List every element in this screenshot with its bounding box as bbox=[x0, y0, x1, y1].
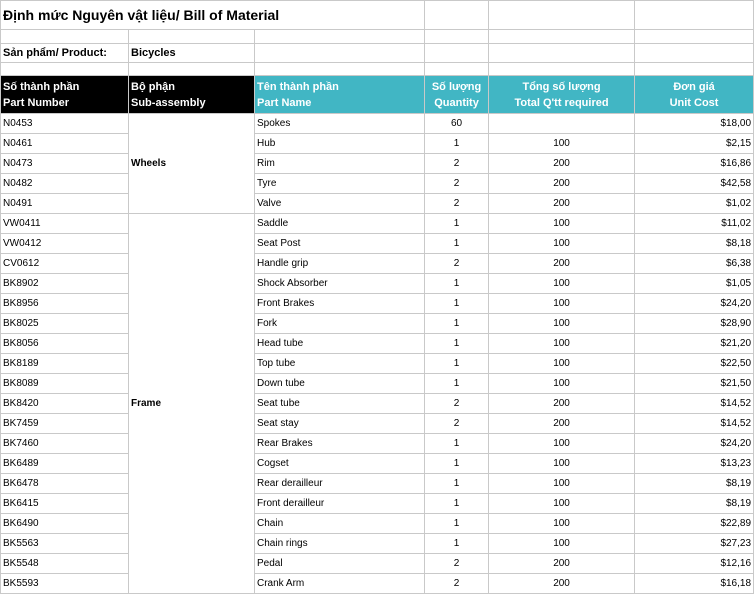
quantity-cell[interactable]: 1 bbox=[425, 374, 489, 394]
header-quantity-vi: Số lượng bbox=[431, 80, 482, 93]
header-sub-assembly-en: Sub-assembly bbox=[131, 96, 206, 109]
part-name-cell[interactable]: Hub bbox=[255, 134, 425, 154]
quantity-cell[interactable]: 1 bbox=[425, 354, 489, 374]
part-name-cell[interactable]: Fork bbox=[255, 314, 425, 334]
part-number-cell[interactable]: BK5563 bbox=[1, 534, 129, 554]
sheet-body bbox=[1, 1, 754, 594]
part-number-cell[interactable]: BK8189 bbox=[1, 354, 129, 374]
quantity-cell[interactable]: 1 bbox=[425, 214, 489, 234]
total-qty-cell[interactable]: 100 bbox=[489, 274, 635, 294]
quantity-cell[interactable]: 2 bbox=[425, 414, 489, 434]
part-number-cell[interactable]: VW0412 bbox=[1, 234, 129, 254]
table-row bbox=[1, 334, 754, 354]
part-number-cell[interactable]: N0482 bbox=[1, 174, 129, 194]
quantity-cell[interactable]: 2 bbox=[425, 194, 489, 214]
header-part-number-en: Part Number bbox=[3, 96, 70, 109]
header-part-name-vi: Tên thành phần bbox=[257, 80, 339, 93]
part-name-cell[interactable]: Pedal bbox=[255, 554, 425, 574]
unit-cost-cell[interactable]: $24,20 bbox=[635, 434, 754, 454]
empty-cell[interactable] bbox=[255, 30, 425, 44]
empty-cell[interactable] bbox=[635, 63, 754, 76]
empty-cell[interactable] bbox=[255, 44, 425, 63]
table-row bbox=[1, 474, 754, 494]
part-number-cell[interactable]: BK8025 bbox=[1, 314, 129, 334]
part-name-cell[interactable]: Chain bbox=[255, 514, 425, 534]
title-row bbox=[1, 1, 754, 30]
unit-cost-cell[interactable]: $18,00 bbox=[635, 114, 754, 134]
table-row bbox=[1, 574, 754, 594]
part-number-cell[interactable]: BK8956 bbox=[1, 294, 129, 314]
table-row bbox=[1, 494, 754, 514]
part-number-cell[interactable]: BK8420 bbox=[1, 394, 129, 414]
sub-assembly-cell[interactable]: Wheels bbox=[129, 114, 255, 214]
header-part-number[interactable] bbox=[1, 76, 129, 114]
header-total-qty-vi: Tổng số lượng bbox=[522, 80, 601, 93]
empty-cell[interactable] bbox=[255, 63, 425, 76]
unit-cost-cell[interactable]: $8,19 bbox=[635, 494, 754, 514]
header-quantity-en: Quantity bbox=[434, 96, 479, 109]
table-row bbox=[1, 414, 754, 434]
header-row bbox=[1, 76, 754, 114]
table-row bbox=[1, 434, 754, 454]
quantity-cell[interactable]: 2 bbox=[425, 574, 489, 594]
part-name-cell[interactable]: Shock Absorber bbox=[255, 274, 425, 294]
part-number-cell[interactable]: BK6478 bbox=[1, 474, 129, 494]
unit-cost-cell[interactable]: $8,19 bbox=[635, 474, 754, 494]
total-qty-cell[interactable]: 200 bbox=[489, 554, 635, 574]
spacer-row bbox=[1, 63, 754, 76]
header-sub-assembly-vi: Bộ phận bbox=[131, 80, 175, 93]
part-number-cell[interactable]: BK8089 bbox=[1, 374, 129, 394]
unit-cost-cell[interactable]: $11,02 bbox=[635, 214, 754, 234]
total-qty-cell[interactable]: 100 bbox=[489, 494, 635, 514]
part-number-cell[interactable]: N0453 bbox=[1, 114, 129, 134]
empty-cell[interactable] bbox=[635, 1, 754, 30]
total-qty-cell[interactable]: 100 bbox=[489, 534, 635, 554]
table-row bbox=[1, 234, 754, 254]
part-name-cell[interactable]: Seat stay bbox=[255, 414, 425, 434]
part-number-cell[interactable]: BK6489 bbox=[1, 454, 129, 474]
unit-cost-cell[interactable]: $6,38 bbox=[635, 254, 754, 274]
unit-cost-cell[interactable]: $22,50 bbox=[635, 354, 754, 374]
total-qty-cell[interactable]: 100 bbox=[489, 454, 635, 474]
part-name-cell[interactable]: Rear Brakes bbox=[255, 434, 425, 454]
header-part-name-en: Part Name bbox=[257, 96, 312, 109]
table-row bbox=[1, 254, 754, 274]
quantity-cell[interactable]: 1 bbox=[425, 134, 489, 154]
part-name-cell[interactable]: Chain rings bbox=[255, 534, 425, 554]
part-name-cell[interactable]: Saddle bbox=[255, 214, 425, 234]
empty-cell[interactable] bbox=[489, 44, 635, 63]
quantity-cell[interactable]: 1 bbox=[425, 474, 489, 494]
table-row bbox=[1, 134, 754, 154]
sub-assembly-cell[interactable]: Frame bbox=[129, 214, 255, 594]
unit-cost-cell[interactable]: $14,52 bbox=[635, 394, 754, 414]
table-row bbox=[1, 194, 754, 214]
unit-cost-cell[interactable]: $21,50 bbox=[635, 374, 754, 394]
empty-cell[interactable] bbox=[489, 1, 635, 30]
product-row bbox=[1, 44, 754, 63]
unit-cost-cell[interactable]: $16,18 bbox=[635, 574, 754, 594]
quantity-cell[interactable]: 1 bbox=[425, 234, 489, 254]
total-qty-cell[interactable]: 100 bbox=[489, 474, 635, 494]
quantity-cell[interactable]: 1 bbox=[425, 274, 489, 294]
header-unit-cost[interactable] bbox=[635, 76, 754, 114]
part-number-cell[interactable]: N0461 bbox=[1, 134, 129, 154]
total-qty-cell[interactable]: 200 bbox=[489, 154, 635, 174]
header-total-qty-en: Total Q'tt required bbox=[514, 96, 609, 109]
part-number-cell[interactable]: BK5593 bbox=[1, 574, 129, 594]
part-number-cell[interactable]: BK7459 bbox=[1, 414, 129, 434]
unit-cost-cell[interactable]: $27,23 bbox=[635, 534, 754, 554]
table-row bbox=[1, 274, 754, 294]
header-part-name[interactable] bbox=[255, 76, 425, 114]
total-qty-cell[interactable]: 200 bbox=[489, 174, 635, 194]
total-qty-cell[interactable]: 100 bbox=[489, 354, 635, 374]
product-label[interactable]: Sản phẩm/ Product: bbox=[1, 44, 129, 63]
quantity-cell[interactable]: 2 bbox=[425, 394, 489, 414]
unit-cost-cell[interactable]: $22,89 bbox=[635, 514, 754, 534]
spacer-row bbox=[1, 30, 754, 44]
table-row bbox=[1, 534, 754, 554]
table-row bbox=[1, 514, 754, 534]
total-qty-cell[interactable] bbox=[489, 114, 635, 134]
total-qty-cell[interactable]: 200 bbox=[489, 574, 635, 594]
part-name-cell[interactable]: Front derailleur bbox=[255, 494, 425, 514]
total-qty-cell[interactable]: 100 bbox=[489, 294, 635, 314]
quantity-cell[interactable]: 1 bbox=[425, 314, 489, 334]
quantity-cell[interactable]: 1 bbox=[425, 434, 489, 454]
table-row bbox=[1, 294, 754, 314]
quantity-cell[interactable]: 1 bbox=[425, 294, 489, 314]
total-qty-cell[interactable]: 100 bbox=[489, 314, 635, 334]
empty-cell[interactable] bbox=[425, 1, 489, 30]
total-qty-cell[interactable]: 200 bbox=[489, 194, 635, 214]
part-name-cell[interactable]: Down tube bbox=[255, 374, 425, 394]
total-qty-cell[interactable]: 100 bbox=[489, 514, 635, 534]
part-number-cell[interactable]: VW0411 bbox=[1, 214, 129, 234]
table-row bbox=[1, 174, 754, 194]
part-name-cell[interactable]: Tyre bbox=[255, 174, 425, 194]
part-name-cell[interactable]: Seat tube bbox=[255, 394, 425, 414]
part-name-cell[interactable]: Handle grip bbox=[255, 254, 425, 274]
part-name-cell[interactable]: Head tube bbox=[255, 334, 425, 354]
table-row bbox=[1, 374, 754, 394]
quantity-cell[interactable]: 60 bbox=[425, 114, 489, 134]
part-name-cell[interactable]: Valve bbox=[255, 194, 425, 214]
unit-cost-cell[interactable]: $1,05 bbox=[635, 274, 754, 294]
part-name-cell[interactable]: Rim bbox=[255, 154, 425, 174]
part-name-cell[interactable]: Top tube bbox=[255, 354, 425, 374]
unit-cost-cell[interactable]: $21,20 bbox=[635, 334, 754, 354]
header-quantity[interactable] bbox=[425, 76, 489, 114]
part-number-cell[interactable]: BK5548 bbox=[1, 554, 129, 574]
part-name-cell[interactable]: Rear derailleur bbox=[255, 474, 425, 494]
header-part-number-vi: Số thành phần bbox=[3, 80, 80, 93]
quantity-cell[interactable]: 1 bbox=[425, 454, 489, 474]
unit-cost-cell[interactable]: $1,02 bbox=[635, 194, 754, 214]
part-name-cell[interactable]: Crank Arm bbox=[255, 574, 425, 594]
quantity-cell[interactable]: 1 bbox=[425, 494, 489, 514]
unit-cost-cell[interactable]: $2,15 bbox=[635, 134, 754, 154]
header-total-qty[interactable] bbox=[489, 76, 635, 114]
unit-cost-cell[interactable]: $28,90 bbox=[635, 314, 754, 334]
total-qty-cell[interactable]: 100 bbox=[489, 214, 635, 234]
table-row bbox=[1, 454, 754, 474]
part-number-cell[interactable]: BK7460 bbox=[1, 434, 129, 454]
empty-cell[interactable] bbox=[489, 30, 635, 44]
total-qty-cell[interactable]: 100 bbox=[489, 434, 635, 454]
part-number-cell[interactable]: BK6490 bbox=[1, 514, 129, 534]
empty-cell[interactable] bbox=[489, 63, 635, 76]
part-name-cell[interactable]: Spokes bbox=[255, 114, 425, 134]
quantity-cell[interactable]: 1 bbox=[425, 334, 489, 354]
unit-cost-cell[interactable]: $14,52 bbox=[635, 414, 754, 434]
empty-cell[interactable] bbox=[635, 44, 754, 63]
table-row bbox=[1, 354, 754, 374]
product-value[interactable]: Bicycles bbox=[129, 44, 255, 63]
table-row bbox=[1, 154, 754, 174]
total-qty-cell[interactable]: 100 bbox=[489, 234, 635, 254]
empty-cell[interactable] bbox=[129, 63, 255, 76]
unit-cost-cell[interactable]: $8,18 bbox=[635, 234, 754, 254]
total-qty-cell[interactable]: 200 bbox=[489, 254, 635, 274]
header-unit-cost-vi: Đơn giá bbox=[673, 80, 715, 93]
quantity-cell[interactable]: 2 bbox=[425, 254, 489, 274]
table-row bbox=[1, 314, 754, 334]
quantity-cell[interactable]: 2 bbox=[425, 554, 489, 574]
total-qty-cell[interactable]: 100 bbox=[489, 334, 635, 354]
empty-cell[interactable] bbox=[1, 30, 129, 44]
quantity-cell[interactable]: 2 bbox=[425, 154, 489, 174]
header-sub-assembly[interactable] bbox=[129, 76, 255, 114]
total-qty-cell[interactable]: 200 bbox=[489, 414, 635, 434]
part-number-cell[interactable]: BK6415 bbox=[1, 494, 129, 514]
empty-cell[interactable] bbox=[425, 30, 489, 44]
table-row bbox=[1, 114, 754, 134]
header-unit-cost-en: Unit Cost bbox=[669, 96, 719, 109]
unit-cost-cell[interactable]: $13,23 bbox=[635, 454, 754, 474]
unit-cost-cell[interactable]: $42,58 bbox=[635, 174, 754, 194]
part-number-cell[interactable]: N0473 bbox=[1, 154, 129, 174]
table-row bbox=[1, 394, 754, 414]
table-row bbox=[1, 554, 754, 574]
empty-cell[interactable] bbox=[425, 63, 489, 76]
total-qty-cell[interactable]: 100 bbox=[489, 134, 635, 154]
total-qty-cell[interactable]: 100 bbox=[489, 374, 635, 394]
part-name-cell[interactable]: Seat Post bbox=[255, 234, 425, 254]
part-number-cell[interactable]: N0491 bbox=[1, 194, 129, 214]
quantity-cell[interactable]: 1 bbox=[425, 514, 489, 534]
empty-cell[interactable] bbox=[425, 44, 489, 63]
empty-cell[interactable] bbox=[635, 30, 754, 44]
part-number-cell[interactable]: CV0612 bbox=[1, 254, 129, 274]
empty-cell[interactable] bbox=[1, 63, 129, 76]
total-qty-cell[interactable]: 200 bbox=[489, 394, 635, 414]
table-row bbox=[1, 214, 754, 234]
part-number-cell[interactable]: BK8056 bbox=[1, 334, 129, 354]
part-name-cell[interactable]: Front Brakes bbox=[255, 294, 425, 314]
empty-cell[interactable] bbox=[129, 30, 255, 44]
part-name-cell[interactable]: Cogset bbox=[255, 454, 425, 474]
unit-cost-cell[interactable]: $24,20 bbox=[635, 294, 754, 314]
part-number-cell[interactable]: BK8902 bbox=[1, 274, 129, 294]
unit-cost-cell[interactable]: $12,16 bbox=[635, 554, 754, 574]
sheet-title[interactable]: Định mức Nguyên vật liệu/ Bill of Material bbox=[1, 1, 425, 30]
quantity-cell[interactable]: 2 bbox=[425, 174, 489, 194]
unit-cost-cell[interactable]: $16,86 bbox=[635, 154, 754, 174]
quantity-cell[interactable]: 1 bbox=[425, 534, 489, 554]
